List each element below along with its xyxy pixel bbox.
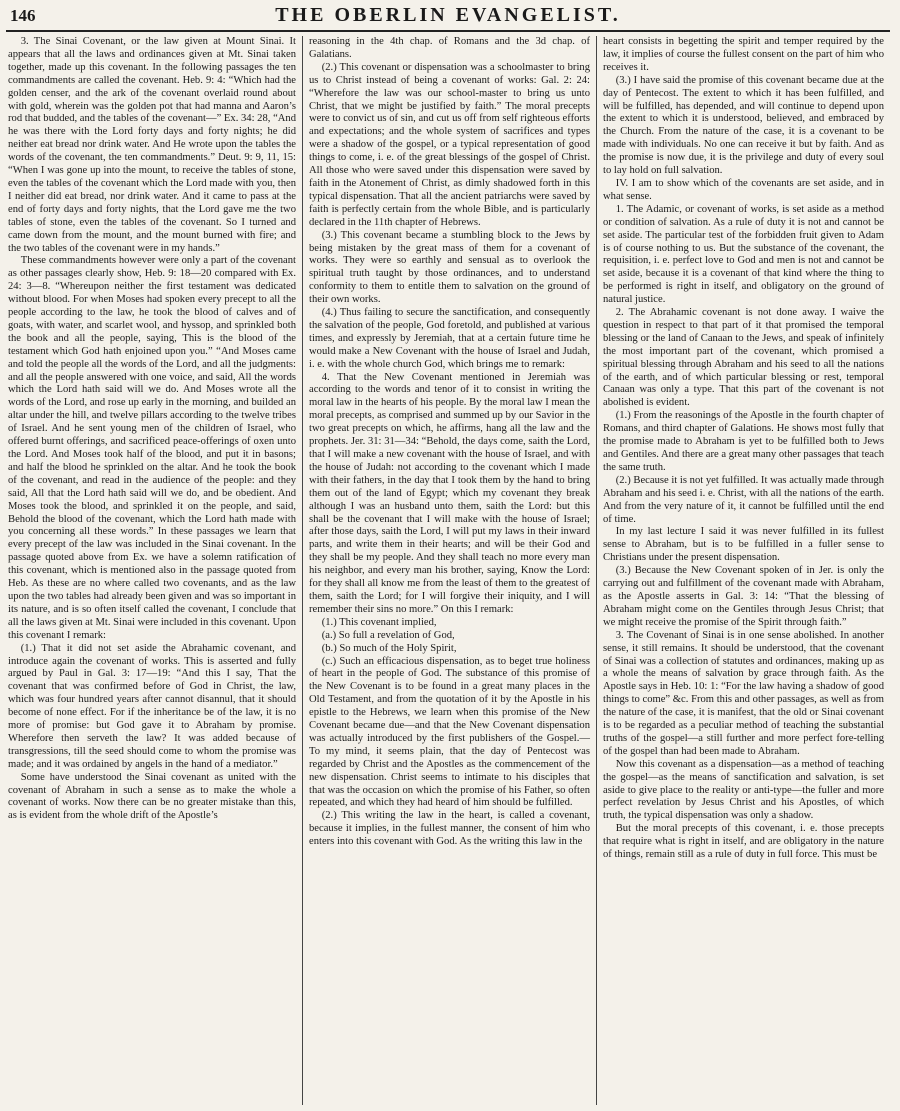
- paragraph: 2. The Abrahamic covenant is not done away. I waive the question in respect to that part of it that promised the temporal blessing or the land of Canaan to the Jews, and speak of infinitely the most important part of the covenant, which promised a spiritual blessing through Abraham and his seed to all the nations of the earth, and of which particular blessing or rest, temporal Canaan was only a type. That this part of the covenant is not abolished is evident.: [603, 307, 884, 409]
- paragraph: 3. The Covenant of Sinai is in one sense abolished. In another sense, it still remains. It should be understood, that the covenant of Sinai was a collection of statutes and ordinances, making up as a whole the means of salvation by grace through faith. As the Apostle says in Heb. 10: 1: “For the law having a shadow of good things to come” &c. From this and other passages, as well as from the nature of the case, it is manifest, that the old or Sinai covenant is to be regarded as a peculiar method of teaching the substantial truths of the gospel—a still further and more perfect fore-telling of the gospel than had been made to Abraham.: [603, 629, 884, 757]
- paragraph: (2.) Because it is not yet fulfilled. It was actually made through Abraham and his seed i. e. Christ, with all the nations of the earth. And from the very nature of it, it cannot be fulfilled until the end of time.: [603, 474, 884, 525]
- page-number: 146: [10, 6, 36, 25]
- paragraph: (2.) This covenant or dispensation was a schoolmaster to bring us to Christ instead of being a covenant of works: Gal. 2: 24: “Wherefore the law was our school-master to bring us unto Christ, that we might be justified by faith.” The moral precepts were to convict us of sin, and cut us off from self righteous efforts and expectations; and the whole system of sacrifices and types were a shadow of the gospel, or a typical representation of good things to come, i. e. of the great blessings of the gospel of Christ. All those who were saved under this dispensation were saved by faith in the Atonement of Christ, as dimly shadowed forth in this typical dispensation. That all the ancient patriarchs were saved by faith is perfectly certain from the whole Bible, and is particularly declared in the 11th chapter of Hebrews.: [309, 61, 590, 228]
- paragraph: 3. The Sinai Covenant, or the law given at Mount Sinai. It appears that all the laws and ordinances given at Mt. Sinai taken together, made up this covenant. In the following passages the ten commandments are called the covenant. Heb. 9: 4: “Which had the golden censer, and the ark of the covenant overlaid round about with gold, wherein was the golden pot that had manna and Aaron’s rod that budded, and the tables of the covenant—” Ex. 34: 28, “And he was there with the Lord forty days and forty nights; he did neither eat bread nor drink water. And He wrote upon the tables the words of the covenant, the ten commandments.” Deut. 9: 9, 11, 15: “When I was gone up into the mount, to receive the tables of stone, even the tables of the covenant which the Lord made with you, then I neither did eat bread, nor drink water. And it came to pass at the end of forty days and forty nights, that the Lord gave me the two tables of stone, even the tables of the covenant. So I turned and came down from the mount, and the mount burned with fire; and the two tables of the covenant were in my hands.”: [8, 36, 297, 254]
- paragraph: (c.) Such an efficacious dispensation, as to beget true holiness of heart in the people of God. The substance of this promise of the New Covenant is to be found in a great many places in the Old Testament, and from the quotation of it by the Apostle in his epistle to the Hebrews, we learn when this promise of the New Covenant became due—and that the New Covenant dispensation was actually introduced by the first publishers of the Gospel.— To my mind, it seems plain, that the day of Pentecost was regarded by Christ and the Apostles as the commencement of the new dispensation. Christ seems to intimate to his disciples that that was the occasion on which the promise of his Father, so often repeated, and which they had heard of him should be fulfilled.: [309, 655, 590, 809]
- paragraph: 1. The Adamic, or covenant of works, is set aside as a method or condition of salvation. As a rule of duty it is not and cannot be set aside. The particular test of the forbidden fruit given to Adam is of course nothing to us. But the substance of the covenant, the requisition, i. e. perfect love to God and men is not and cannot be set aside, because it is a covenant of that kind where the thing to be performed is right in itself, and obligatory on the ground of natural justice.: [603, 203, 884, 306]
- paragraph: 4. That the New Covenant mentioned in Jeremiah was according to the words and tenor of it to consist in writing the moral law in the hearts of his people. By the moral law I mean the moral precepts, as comprised and summed up by our Savior in the two great precepts on which, he affirms, hang all the law and the prophets. Jer. 31: 31—34: “Behold, the days come, saith the Lord, that I will make a new covenant with the house of Israel, and with the house of Judah: not according to the covenant which I made with their fathers, in the day that I took them by the hand to bring them out of the land of Egypt; which my covenant they break although I was an husband unto them, saith the Lord: but this shall be the covenant that I will make with the house of Israel; after those days, saith the Lord, I will put my laws in their inward parts, and write them in their hearts; and will be their God and they shall be my people. And they shall teach no more every man his neighbor, and every man his brother, saying, Know the Lord: for they shall all know me from the least of them to the greatest of them, saith the Lord; for I will forgive their iniquity, and I will remember their sins no more.” On this I remark:: [309, 371, 590, 615]
- paragraph: But the moral precepts of this covenant, i. e. those precepts that require what is right in itself, and are obligatory in the nature of things, remain still as a rule of duty in full force. This must be: [603, 823, 884, 861]
- paragraph: (3.) Because the New Covenant spoken of in Jer. is only the carrying out and fulfillment of the covenant made with Abraham, as the Apostle asserts in Gal. 3: 14: “That the blessing of Abraham might come on the Gentiles through Jesus Christ; that we might receive the promise of the Spirit through faith.”: [603, 565, 884, 628]
- paragraph: heart consists in begetting the spirit and temper required by the law, it implies of course the fullest consent on the part of him who receives it.: [603, 36, 884, 73]
- paragraph: (4.) Thus failing to secure the sanctification, and consequently the salvation of the people, God foretold, and published at various times, and expressly by Jeremiah, that at a certain future time he would make a New Covenant with the house of Israel and Judah, i. e. with the whole church God, which brings me to remark:: [309, 307, 590, 370]
- paragraph: (a.) So full a revelation of God,: [321, 629, 455, 641]
- paragraph: (1.) That it did not set aside the Abrahamic covenant, and introduce again the covenant of works. This is asserted and fully argued by Paul in Gal. 3: 17—19: “And this I say, That the covenant that was confirmed before of God in Christ, the law, which was four hundred years after cannot disannul, that it should become of none effect. For if the inheritance be of the law, it is no more of promise: but God gave it to Abraham by promise. Wherefore then serveth the law? It was added because of transgressions, till the seed should come to whom the promise was made; and it was ordained by angels in the hand of a mediator.”: [8, 642, 296, 770]
- masthead: [6, 4, 890, 32]
- paragraph: (b.) So much of the Holy Spirit,: [321, 642, 457, 654]
- text-column-2: [302, 36, 596, 1105]
- paragraph: (3.) I have said the promise of this covenant became due at the day of Pentecost. The extent to which it has been fulfilled, and will be fulfilled, has depended, and will continue to depend upon the extent to which it is understood, believed, and embraced by the Church. From the nature of the case, it is a covenant to be made with individuals. No one can receive it but by faith. And as the promise is now due, it is the privilege and duty of every soul to lay hold on full salvation.: [603, 74, 884, 177]
- paragraph: Some have understood the Sinai covenant as united with the covenant of Abraham in such a sense as to make the whole a covenant of works. Now there can be no greater mistake than this, as is evident from the whole drift of the Apostle’s: [8, 771, 296, 822]
- text-column-1: [8, 36, 302, 1105]
- paragraph: (1.) This covenant implied,: [321, 616, 437, 628]
- paragraph: These commandments however were only a part of the covenant as other passages clearly show, Heb. 9: 18—20 compared with Ex. 24: 3—8. “Whereupon neither the first testament was dedicated without blood. For when Moses had spoken every precept to all the people according to the law, he took the blood of calves and of goats, with water, and scarlet wool, and hyssop, and sprinkled both the book and all the people, saying, This is the blood of the testament which God hath enjoined upon you.” “And Moses came and told the people all the words of the Lord, and all the judgments: and all the people answered with one voice, and said, All the words which the Lord hath said will we do. And Moses wrote all the words of the Lord, and rose up early in the morning, and builded an altar under the hill, and twelve pillars according to the twelve tribes of Israel. And he sent young men of the children of Israel, who offered burnt offerings, and sacrificed peace-offerings of oxen unto the Lord. And Moses took half of the blood, and put it in basons; and half the blood he sprinkled on the altar. And he took the book of the covenant, and read in the audience of the people: and they said, All that the Lord hath said will we do, and be obedient. And Moses took the blood, and sprinkled it on the people, and said, Behold the blood of the covenant, which the Lord hath made with you concerning all these words.” In these passages we learn that every precept of the law was included in the Sinai covenant. In the passage quoted above from Ex. we have a solemn ratification of this covenant, which is mentioned also in the passage quoted from Heb. As these are no where called two covenants, and as the law upon the two tables had already been given and was so important in its nature, and is so often itself called the covenant, I conclude that all the laws given at Mt. Sinai were included in this covenant. Upon this covenant I remark:: [8, 255, 296, 641]
- paragraph: IV. I am to show which of the covenants are set aside, and in what sense.: [603, 177, 884, 202]
- paragraph: Now this covenant as a dispensation—as a method of teaching the gospel—as the means of sanctification and salvation, is set aside to give place to the reality or anti-type—the fuller and more perfect revelation by Jesus Christ and his Apostles, of which truth, the typical dispensation was only a shadow.: [603, 758, 884, 822]
- text-column-3: [596, 36, 890, 1105]
- paragraph: (1.) From the reasonings of the Apostle in the fourth chapter of Romans, and third chapter of Galations. He shows most fully that the promise made to Abraham is yet to be fulfilled both to Jews and Gentiles. And there are a great many other passages that teach the same truth.: [603, 410, 884, 473]
- paragraph: In my last lecture I said it was never fulfilled in its fullest sense to Abraham, but is to be fulfilled in a fuller sense to Christians under the present dispensation.: [603, 526, 884, 564]
- article-columns: [8, 36, 890, 1105]
- paragraph: (2.) This writing the law in the heart, is called a covenant, because it implies, in the fullest manner, the consent of him who enters into this covenant with God. As the writing this law in the: [309, 810, 590, 848]
- paragraph: reasoning in the 4th chap. of Romans and the 3d chap. of Galatians.: [309, 36, 590, 60]
- paragraph: (3.) This covenant became a stumbling block to the Jews by being mistaken by the great mass of them for a covenant of works. They were so earthly and sensual as to overlook the spiritual truth taught by those ordinances, and to understand conformity to them to entitle them to salvation on the ground of their own works.: [309, 229, 590, 306]
- newspaper-title: THE OBERLIN EVANGELIST.: [275, 4, 621, 26]
